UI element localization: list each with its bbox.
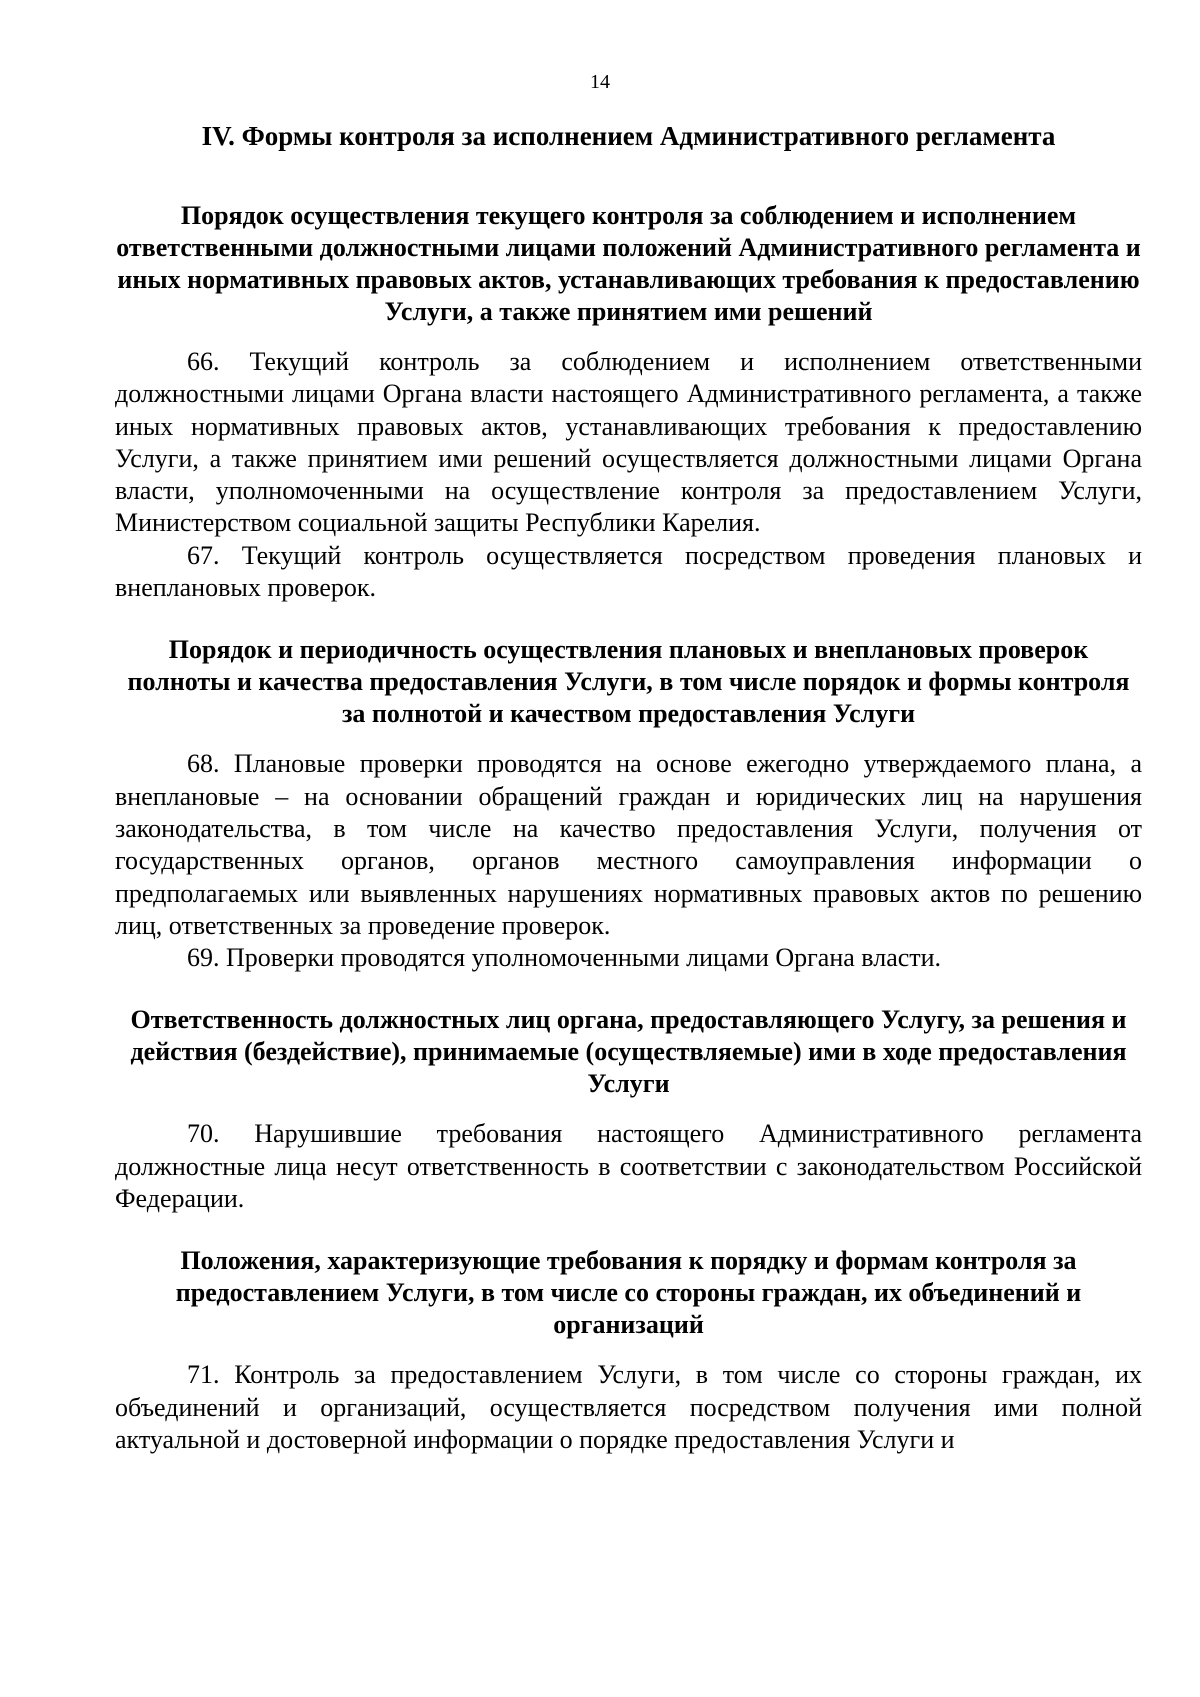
chapter-title: IV. Формы контроля за исполнением Административного регламента [201, 121, 1056, 151]
paragraph-66: 66. Текущий контроль за соблюдением и исполнением ответственными должностными лицами Органа власти настоящего Административного регламента, а также иных нормативных правовых актов, устанавливающих требования к предоставлению Услуги, а также принятием ими решений осуществляется должностными лицами Органа власти, уполномоченными на осуществление контроля за предоставлением Услуги, Министерством социальной защиты Республики Карелия. [115, 347, 1142, 538]
section-current-control [115, 200, 1142, 604]
section-heading: Порядок и периодичность осуществления плановых и внеплановых проверок полноты и качества предоставления Услуги, в том числе порядок и формы контроля за полнотой и качеством предоставления Услуги [127, 635, 1130, 729]
section-heading: Положения, характеризующие требования к порядку и формам контроля за предоставлением Услуги, в том числе со стороны граждан, их объединений и организаций [175, 1246, 1082, 1340]
section-heading: Порядок осуществления текущего контроля за соблюдением и исполнением ответственными должностными лицами положений Административного регламента и иных нормативных правовых актов, устанавливающих требования к предоставлению Услуги, а также принятием ими решений [116, 201, 1141, 326]
section-inspections [115, 634, 1142, 974]
paragraph-68: 68. Плановые проверки проводятся на основе ежегодно утверждаемого плана, а внеплановые – на основании обращений граждан и юридических лиц на нарушения законодательства, в том числе на качество предоставления Услуги, получения от государственных органов, органов местного самоуправления информации о предполагаемых или выявленных нарушениях нормативных правовых актов по решению лиц, ответственных за проведение проверок. [115, 749, 1142, 940]
paragraph-67: 67. Текущий контроль осуществляется посредством проведения плановых и внеплановых проверок. [115, 540, 1142, 603]
paragraph-69: 69. Проверки проводятся уполномоченными лицами Органа власти. [187, 943, 942, 973]
section-public-control [115, 1245, 1142, 1456]
document-content [115, 120, 1142, 1456]
paragraph-71: 71. Контроль за предоставлением Услуги, в том числе со стороны граждан, их объединений и организаций, осуществляется посредством получения ими полной актуальной и достоверной информации о порядке предоставления Услуги и [115, 1360, 1142, 1454]
section-responsibility [115, 1004, 1142, 1215]
page-number: 14 [590, 71, 610, 93]
section-heading: Ответственность должностных лиц органа, предоставляющего Услугу, за решения и действия (бездействие), принимаемые (осуществляемые) ими в ходе предоставления Услуги [130, 1005, 1127, 1099]
paragraph-70: 70. Нарушившие требования настоящего Административного регламента должностные лица несут ответственность в соответствии с законодательством Российской Федерации. [115, 1119, 1142, 1214]
